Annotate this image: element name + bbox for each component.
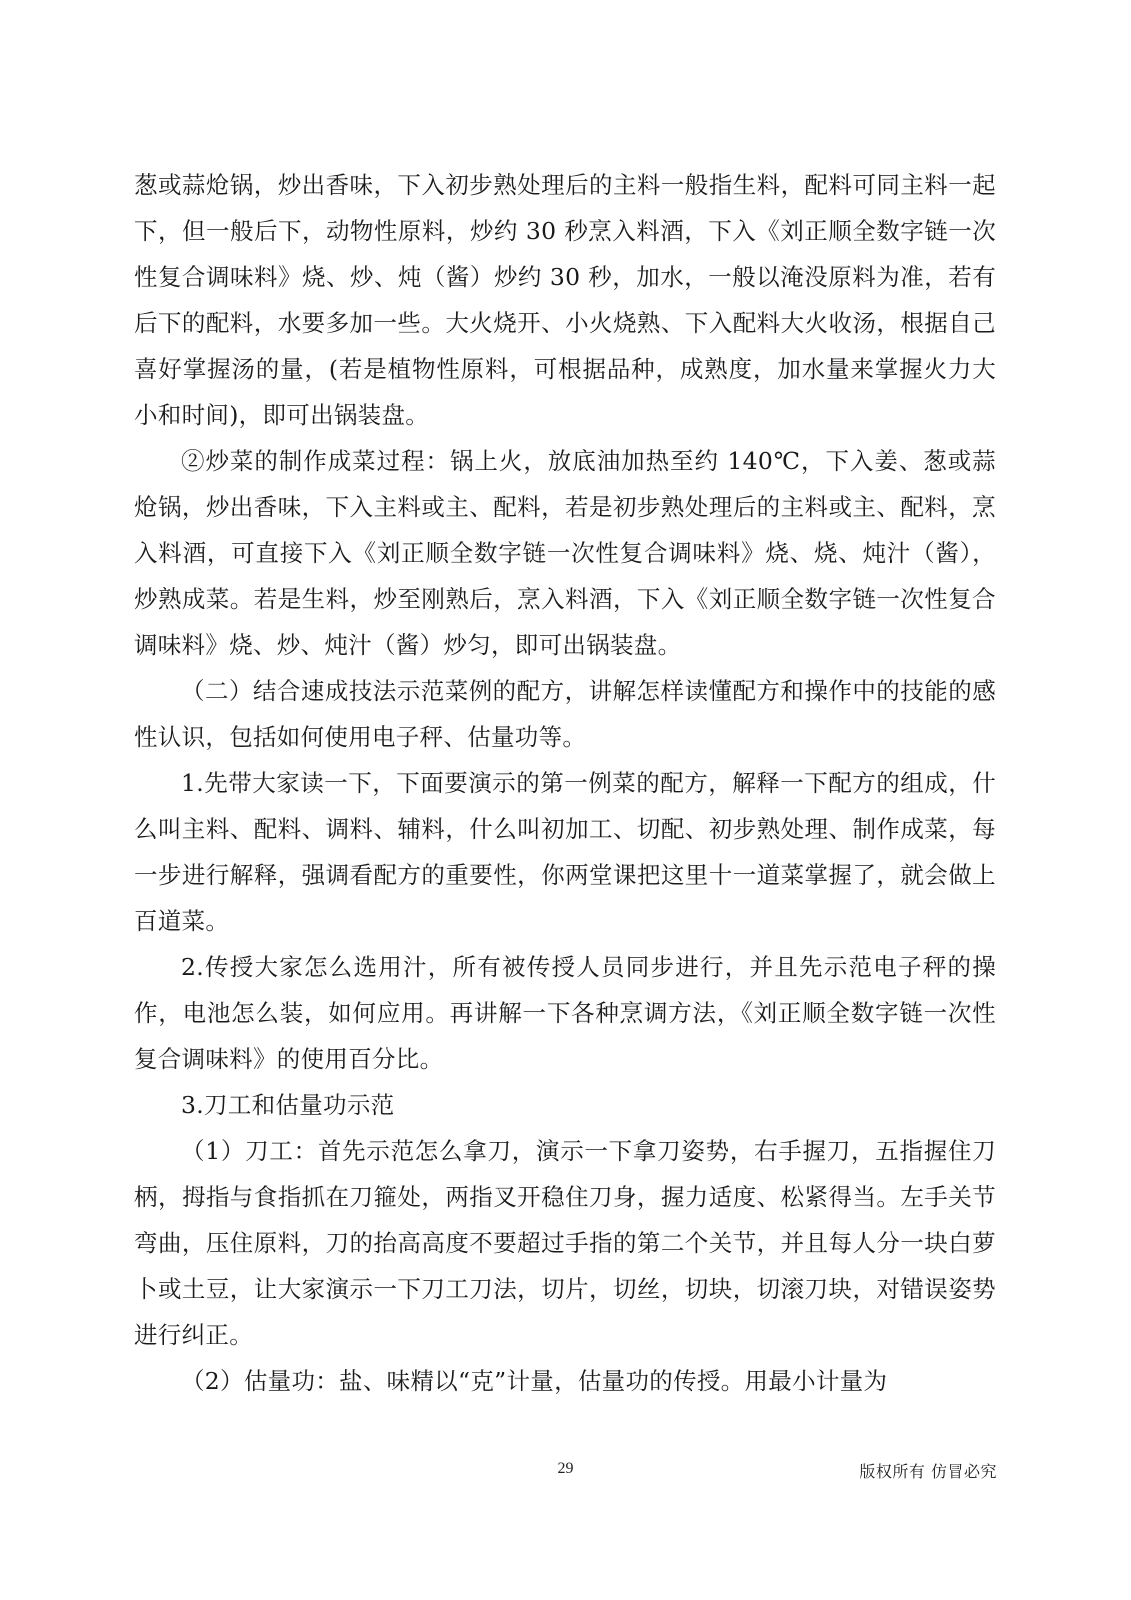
paragraph-knife-skills: （1）刀工：首先示范怎么拿刀，演示一下拿刀姿势，右手握刀，五指握住刀柄，拇指与食指抓在刀箍处，两指叉开稳住刀身，握力适度、松紧得当。左手关节弯曲，压住原料，刀的抬高高度不要超过手指的第二个关节，并且每人分一块白萝卜或土豆，让大家演示一下刀工刀法，切片，切丝，切块，切滚刀块，对错误姿势进行纠正。 [134,1137,996,1349]
paragraph-item-one: 1.先带大家读一下，下面要演示的第一例菜的配方，解释一下配方的组成，什么叫主料、配料、调料、辅料，什么叫初加工、切配、初步熟处理、制作成菜，每一步进行解释，强调看配方的重要性，你两堂课把这里十一道菜掌握了，就会做上百道菜。 [134,769,996,935]
paragraph-item-two: 2.传授大家怎么选用汁，所有被传授人员同步进行，并且先示范电子秤的操作，电池怎么装，如何应用。再讲解一下各种烹调方法，《刘正顺全数字链一次性复合调味料》的使用百分比。 [134,953,996,1073]
paragraph-item-three-heading: 3.刀工和估量功示范 [181,1091,395,1119]
paragraph-stir-fry-process: ②炒菜的制作成菜过程：锅上火，放底油加热至约 140℃，下入姜、葱或蒜炝锅，炒出香味，下入主料或主、配料，若是初步熟处理后的主料或主、配料，烹入料酒，可直接下入《刘正顺全数字链一次性复合调味料》烧、烧、炖汁（酱），炒熟成菜。若是生料，炒至刚熟后，烹入料酒，下入《刘正顺全数字链一次性复合调味料》烧、炒、炖汁（酱）炒匀，即可出锅装盘。 [134,447,996,659]
paragraph-section-two-heading: （二）结合速成技法示范菜例的配方，讲解怎样读懂配方和操作中的技能的感性认识，包括如何使用电子秤、估量功等。 [134,677,996,751]
paragraph-cooking-continued: 葱或蒜炝锅，炒出香味，下入初步熟处理后的主料一般指生料，配料可同主料一起下，但一般后下，动物性原料，炒约 30 秒烹入料酒，下入《刘正顺全数字链一次性复合调味料》烧、炒、炖（酱）炒约 30 秒，加水，一般以淹没原料为准，若有后下的配料，水要多加一些。大火烧开、小火烧熟、下入配料大火收汤，根据自己喜好掌握汤的量，(若是植物性原料，可根据品种，成熟度，加水量来掌握火力大小和时间)，即可出锅装盘。 [134,171,996,429]
page-number: 29 [557,1460,574,1477]
paragraph-estimation-skills: （2）估量功：盐、味精以“克”计量，估量功的传授。用最小计量为 [181,1367,888,1395]
body-text [134,162,996,1404]
copyright-notice: 版权所有 仿冒必究 [859,1462,997,1481]
